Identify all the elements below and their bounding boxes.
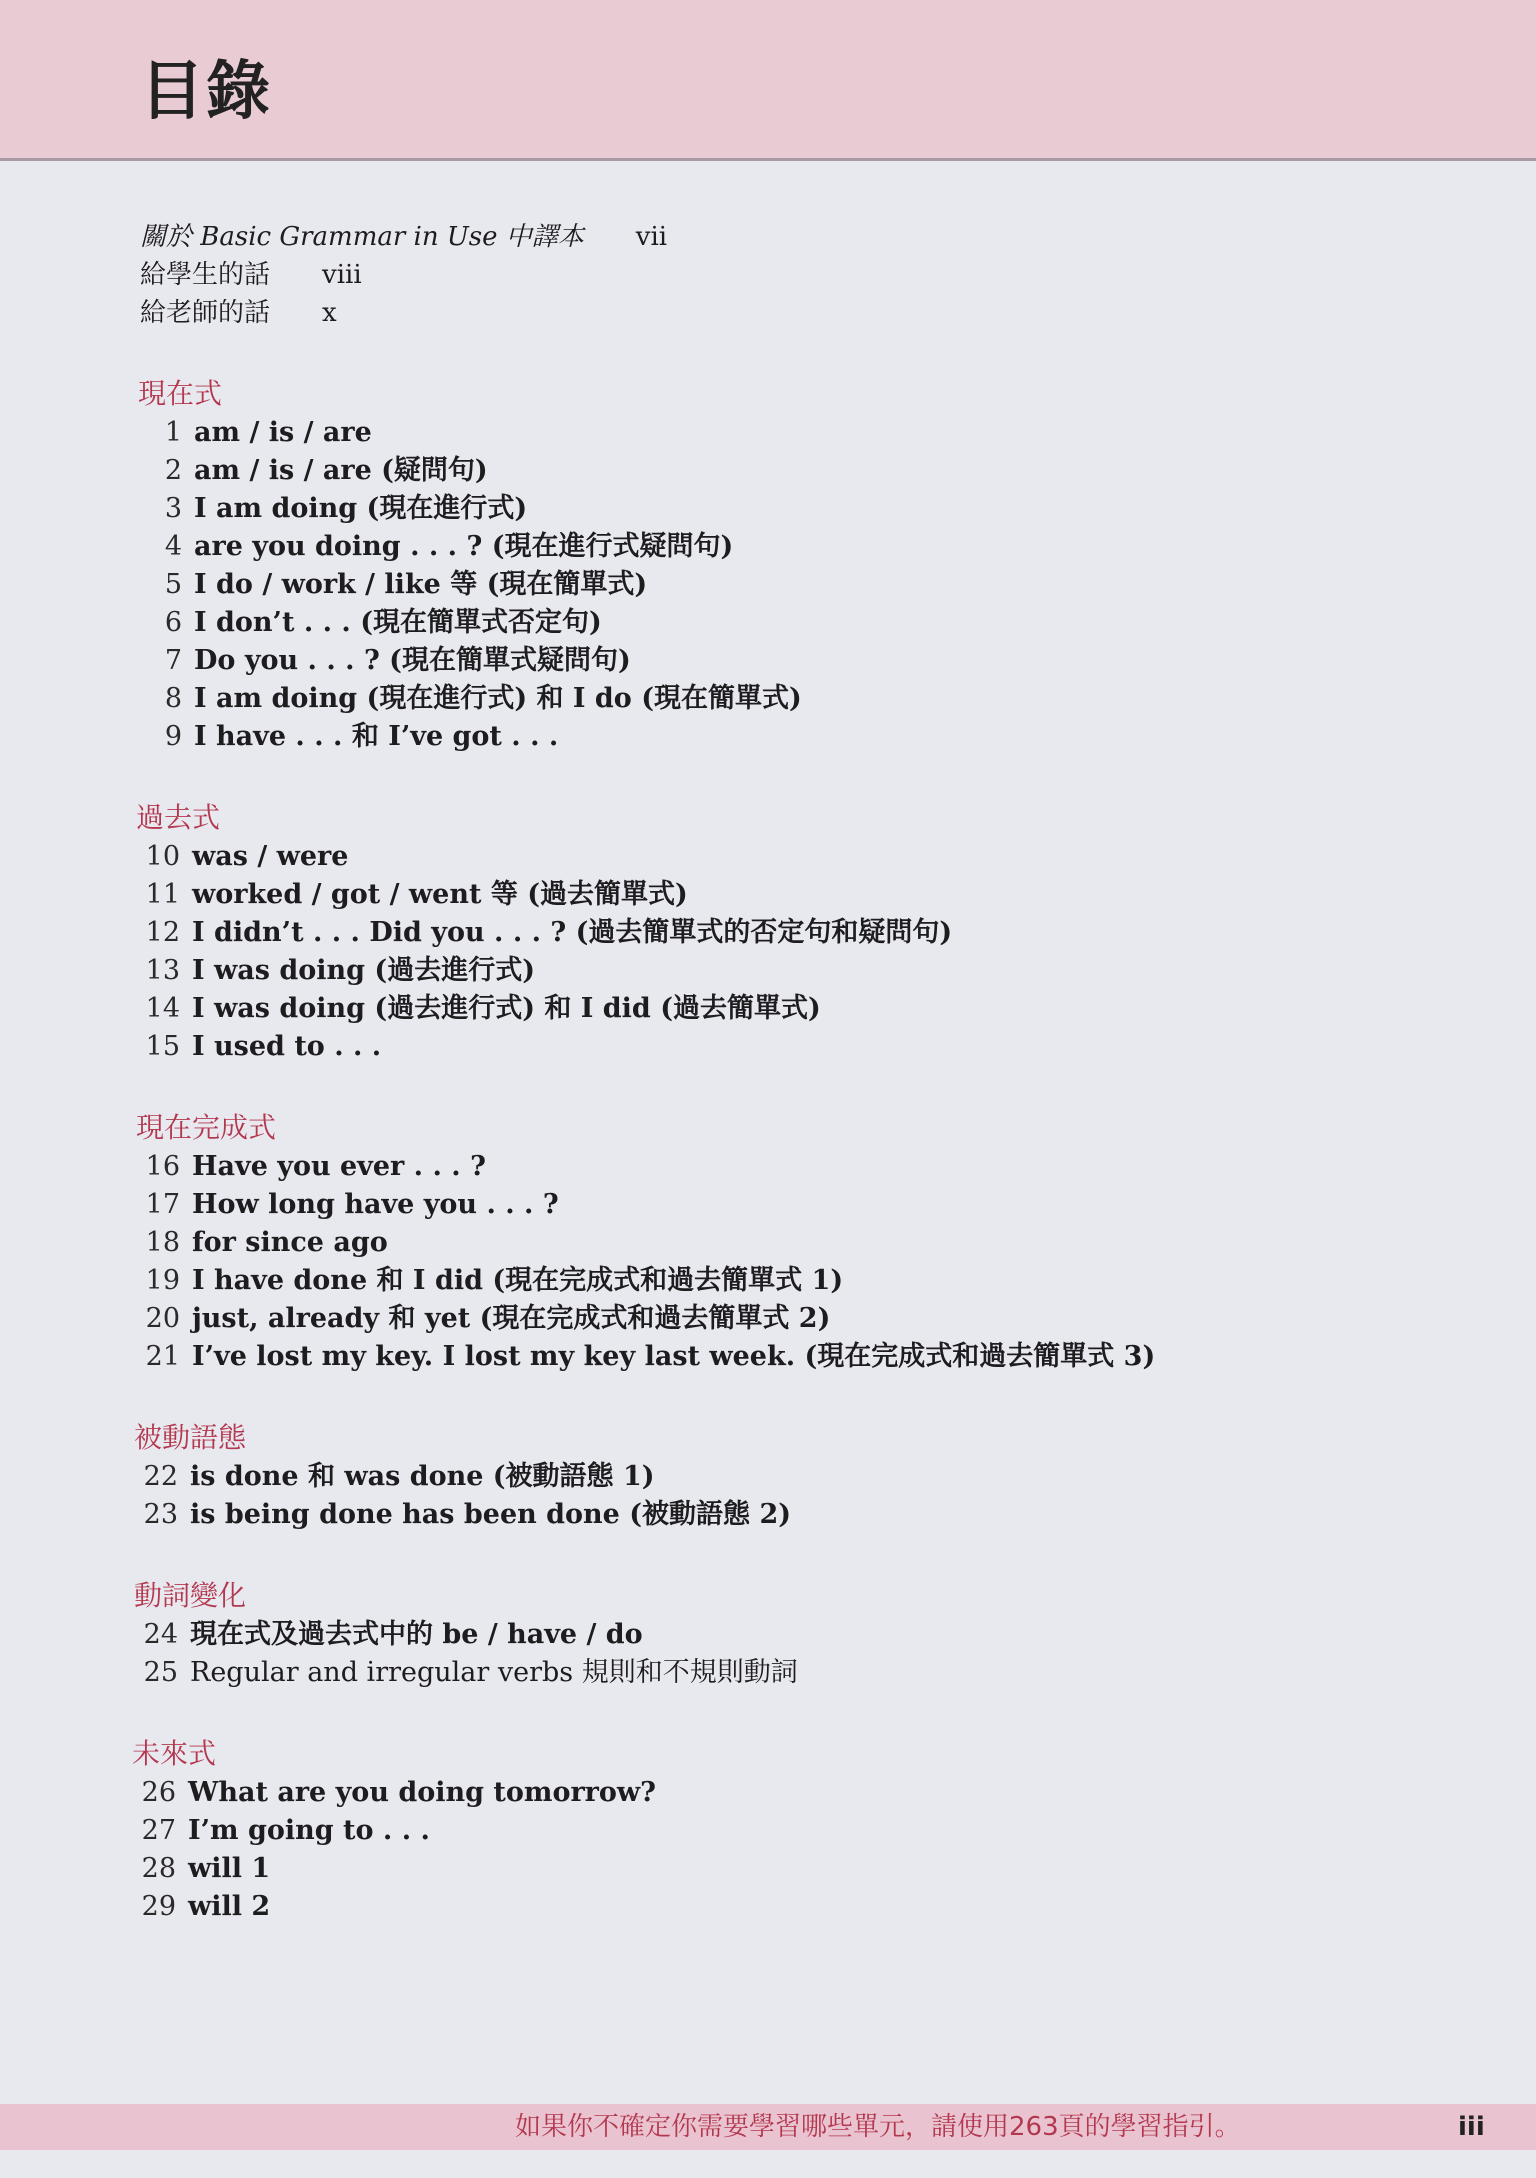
toc-item[interactable] xyxy=(136,1262,1155,1300)
toc-item[interactable] xyxy=(136,1186,1155,1224)
unit-title: I have done 和 I did (現在完成式和過去簡單式 1) xyxy=(192,1265,844,1296)
front-matter-page: viii xyxy=(322,260,362,290)
toc-item[interactable] xyxy=(134,1496,791,1534)
toc-item[interactable] xyxy=(138,680,802,718)
toc-item[interactable] xyxy=(134,1458,791,1496)
unit-number: 5 xyxy=(164,569,182,600)
unit-number: 4 xyxy=(164,531,182,562)
front-matter-label: 關於 Basic Grammar in Use 中譯本 xyxy=(140,222,584,252)
front-matter-label: 給老師的話 xyxy=(140,298,271,328)
unit-number: 11 xyxy=(145,879,180,910)
section-title: 未來式 xyxy=(132,1737,217,1770)
unit-title: I didn’t . . . Did you . . . ? (過去簡單式的否定句和疑問句) xyxy=(192,917,953,948)
section-passive xyxy=(134,1418,791,1534)
toc-item[interactable] xyxy=(136,914,952,952)
toc-item[interactable] xyxy=(132,1774,656,1812)
toc-item[interactable] xyxy=(138,414,802,452)
unit-title: I was doing (過去進行式) xyxy=(192,955,535,986)
toc-item[interactable] xyxy=(138,718,802,756)
toc-item[interactable] xyxy=(138,490,802,528)
section-past xyxy=(136,798,952,1066)
front-matter-page: x xyxy=(322,298,337,328)
unit-number: 16 xyxy=(145,1151,180,1182)
page-number: iii xyxy=(1458,2112,1485,2142)
unit-title: I am doing (現在進行式) 和 I do (現在簡單式) xyxy=(194,683,802,714)
front-matter-page: vii xyxy=(635,222,668,252)
section-title: 被動語態 xyxy=(134,1421,247,1454)
toc-item[interactable] xyxy=(136,952,952,990)
unit-number: 3 xyxy=(164,493,182,524)
toc-item[interactable] xyxy=(138,604,802,642)
section-present xyxy=(138,374,802,756)
unit-title: will 2 xyxy=(188,1891,271,1922)
unit-title: is done 和 was done (被動語態 1) xyxy=(190,1461,655,1492)
unit-title: I do / work / like 等 (現在簡單式) xyxy=(194,569,648,600)
unit-title: Do you . . . ? (現在簡單式疑問句) xyxy=(194,645,631,676)
front-matter-list xyxy=(140,218,667,332)
front-matter-item[interactable] xyxy=(140,294,667,332)
unit-number: 2 xyxy=(164,455,182,486)
unit-number: 20 xyxy=(145,1303,180,1334)
toc-item[interactable] xyxy=(136,990,952,1028)
footer-note: 如果你不確定你需要學習哪些單元，請使用263頁的學習指引。 xyxy=(515,2112,1241,2142)
unit-title: What are you doing tomorrow? xyxy=(188,1777,656,1808)
unit-title: 現在式及過去式中的 be / have / do xyxy=(190,1619,643,1650)
unit-number: 19 xyxy=(145,1265,180,1296)
unit-title: How long have you . . . ? xyxy=(192,1189,559,1220)
section-title: 動詞變化 xyxy=(134,1579,247,1612)
toc-item[interactable] xyxy=(136,876,952,914)
unit-number: 29 xyxy=(141,1891,176,1922)
unit-number: 8 xyxy=(164,683,182,714)
page-title: 目錄 xyxy=(140,55,272,129)
toc-item[interactable] xyxy=(136,1338,1155,1376)
toc-item[interactable] xyxy=(134,1616,798,1654)
unit-number: 26 xyxy=(141,1777,176,1808)
section-future xyxy=(132,1734,656,1926)
unit-number: 9 xyxy=(164,721,182,752)
unit-title: I’m going to . . . xyxy=(188,1815,430,1846)
unit-number: 13 xyxy=(145,955,180,986)
unit-number: 7 xyxy=(164,645,182,676)
section-present-perfect xyxy=(136,1108,1155,1376)
unit-title: will 1 xyxy=(188,1853,271,1884)
unit-title: I was doing (過去進行式) 和 I did (過去簡單式) xyxy=(192,993,821,1024)
unit-number: 15 xyxy=(145,1031,180,1062)
unit-number: 17 xyxy=(145,1189,180,1220)
unit-title: is being done has been done (被動語態 2) xyxy=(190,1499,792,1530)
unit-title: worked / got / went 等 (過去簡單式) xyxy=(192,879,688,910)
front-matter-label: 給學生的話 xyxy=(140,260,271,290)
unit-title: are you doing . . . ? (現在進行式疑問句) xyxy=(194,531,734,562)
unit-title: was / were xyxy=(192,841,349,872)
toc-item[interactable] xyxy=(138,642,802,680)
toc-item[interactable] xyxy=(132,1812,656,1850)
section-verb-forms xyxy=(134,1576,798,1692)
toc-item[interactable] xyxy=(138,566,802,604)
toc-item[interactable] xyxy=(136,1224,1155,1262)
unit-number: 10 xyxy=(145,841,180,872)
unit-title: I used to . . . xyxy=(192,1031,382,1062)
unit-number: 28 xyxy=(141,1853,176,1884)
toc-item[interactable] xyxy=(132,1850,656,1888)
unit-number: 24 xyxy=(143,1619,178,1650)
section-title: 過去式 xyxy=(136,801,221,834)
front-matter-item[interactable] xyxy=(140,218,667,256)
unit-number: 22 xyxy=(143,1461,178,1492)
front-matter-item[interactable] xyxy=(140,256,667,294)
unit-number: 23 xyxy=(143,1499,178,1530)
unit-number: 27 xyxy=(141,1815,176,1846)
unit-number: 12 xyxy=(145,917,180,948)
unit-number: 18 xyxy=(145,1227,180,1258)
unit-number: 6 xyxy=(164,607,182,638)
unit-title: am / is / are xyxy=(194,417,372,448)
section-title: 現在式 xyxy=(138,377,223,410)
unit-title: Have you ever . . . ? xyxy=(192,1151,486,1182)
toc-item[interactable] xyxy=(134,1654,798,1692)
unit-title: I’ve lost my key. I lost my key last week. (現在完成式和過去簡單式 3) xyxy=(192,1341,1156,1372)
unit-number: 21 xyxy=(145,1341,180,1372)
unit-number: 14 xyxy=(145,993,180,1024)
unit-title: am / is / are (疑問句) xyxy=(194,455,488,486)
toc-item[interactable] xyxy=(136,1028,952,1066)
unit-title: I have . . . 和 I’ve got . . . xyxy=(194,721,559,752)
toc-item[interactable] xyxy=(138,452,802,490)
unit-number: 1 xyxy=(164,417,182,448)
unit-number: 25 xyxy=(143,1657,178,1688)
unit-title: I am doing (現在進行式) xyxy=(194,493,528,524)
unit-title: I don’t . . . (現在簡單式否定句) xyxy=(194,607,602,638)
toc-item[interactable] xyxy=(138,528,802,566)
unit-title: Regular and irregular verbs 規則和不規則動詞 xyxy=(190,1657,798,1688)
unit-title: for since ago xyxy=(192,1227,388,1258)
unit-title: just, already 和 yet (現在完成式和過去簡單式 2) xyxy=(192,1303,831,1334)
toc-item[interactable] xyxy=(136,838,952,876)
toc-item[interactable] xyxy=(132,1888,656,1926)
toc-item[interactable] xyxy=(136,1300,1155,1338)
section-title: 現在完成式 xyxy=(136,1111,277,1144)
toc-item[interactable] xyxy=(136,1148,1155,1186)
